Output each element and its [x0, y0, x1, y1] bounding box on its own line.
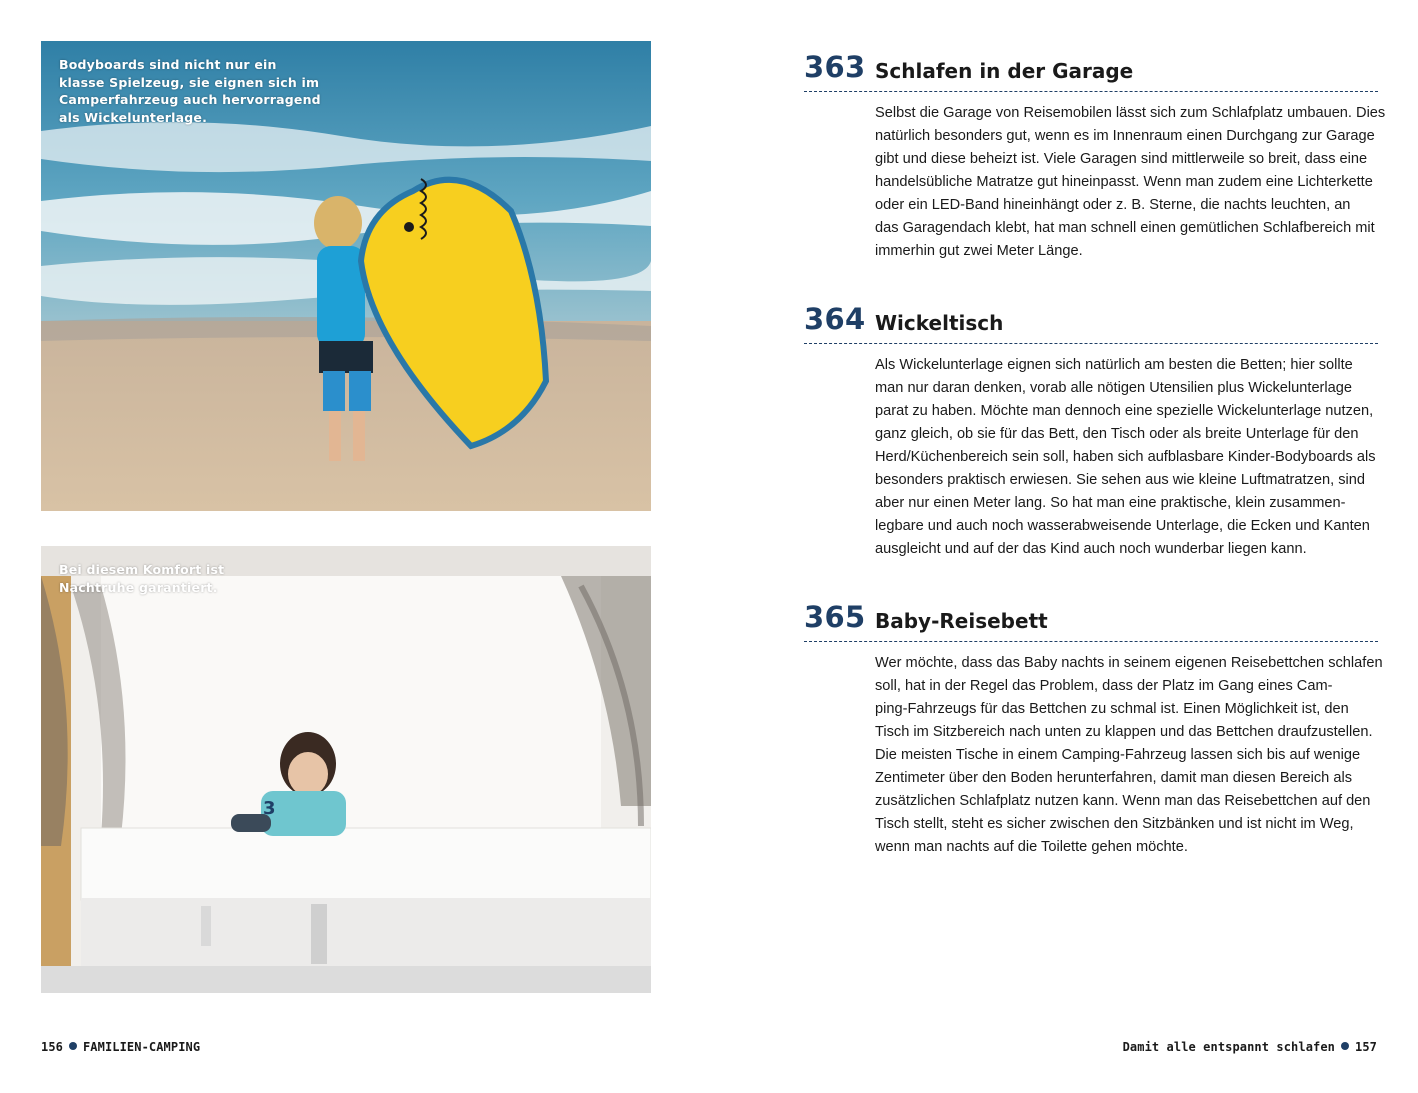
bunk-illustration — [41, 546, 651, 993]
caption-line: Camperfahrzeug auch hervorragend — [59, 92, 321, 107]
dashed-divider — [804, 343, 1378, 344]
text-line: Zentimeter über den Boden herunterfahren, damit man diesen Bereich als — [875, 770, 1353, 786]
right-page-footer — [1123, 1040, 1377, 1054]
bullet-dot-icon — [69, 1042, 77, 1050]
section-number: 364 — [804, 302, 866, 336]
beach-photo — [41, 41, 651, 511]
section-title: Baby-Reisebett — [875, 609, 1048, 633]
text-line: man nur daran denken, vorab alle nötigen Utensilien plus Wickelunterlage — [875, 380, 1353, 396]
page-number: 157 — [1355, 1040, 1377, 1054]
bullet-dot-icon — [1341, 1042, 1349, 1050]
text-line: Selbst die Garage von Reisemobilen lässt sich zum Schlafplatz umbauen. Dies — [875, 105, 1386, 121]
section-365 — [804, 600, 1383, 859]
chapter-label: Damit alle entspannt schlafen — [1122, 1040, 1336, 1054]
section-number: 363 — [804, 50, 866, 84]
text-line: ganz gleich, ob sie für das Bett, den Tisch oder als breite Unterlage für den — [875, 426, 1359, 442]
text-line: parat zu haben. Möchte man dennoch eine spezielle Wickelunterlage nutzen, — [875, 403, 1374, 419]
dashed-divider — [804, 641, 1378, 642]
section-number: 365 — [804, 600, 866, 634]
section-title: Schlafen in der Garage — [875, 59, 1134, 83]
text-line: natürlich besonders gut, wenn es im Innenraum einen Durchgang zur Garage — [875, 128, 1375, 144]
text-line: Tisch im Sitzbereich nach unten zu klappen und das Bettchen draufzustellen. — [875, 724, 1373, 740]
page-number: 156 — [41, 1040, 63, 1054]
text-line: besonders praktisch erwiesen. Sie sehen aus wie kleine Luftmatratzen, sind — [875, 472, 1365, 488]
section-title: Wickeltisch — [875, 311, 1004, 335]
text-line: Herd/Küchenbereich sein soll, haben sich aufblasbare Kinder-Bodyboards als — [875, 449, 1376, 465]
section-body — [875, 354, 1378, 561]
text-line: zusätzlichen Schlafplatz nutzen kann. Wenn man das Reisebettchen auf den — [875, 793, 1371, 809]
caption-line: Nachtruhe garantiert. — [59, 579, 218, 595]
section-heading — [804, 600, 1378, 652]
text-line: Tisch stellt, steht es sicher zwischen den Sitzbänken und ist nicht im Weg, — [875, 816, 1354, 832]
text-line: legbare und auch noch wasserabweisende Unterlage, die Ecken und Kanten — [875, 518, 1370, 534]
section-body — [875, 652, 1383, 859]
text-line: wenn man nachts auf die Toilette gehen möchte. — [875, 839, 1188, 855]
bunk-photo-caption — [59, 561, 224, 596]
caption-line: als Wickelunterlage. — [59, 109, 208, 125]
svg-text:3: 3 — [263, 798, 276, 819]
text-line: immerhin gut zwei Meter Länge. — [875, 243, 1083, 259]
beach-photo-caption — [59, 56, 321, 126]
left-page-footer — [41, 1040, 200, 1054]
section-363 — [804, 50, 1386, 263]
caption-line: Bei diesem Komfort ist — [59, 562, 225, 577]
text-line: Die meisten Tische in einem Camping-Fahrzeug lassen sich bis auf wenige — [875, 747, 1361, 763]
text-line: aber nur einen Meter lang. So hat man eine praktische, klein zusammen- — [875, 495, 1346, 511]
section-364 — [804, 302, 1378, 561]
section-body — [875, 102, 1386, 263]
dashed-divider — [804, 91, 1378, 92]
text-line: soll, hat in der Regel das Problem, dass der Platz im Gang eines Cam- — [875, 678, 1333, 694]
bunk-photo — [41, 546, 651, 993]
text-line: Wer möchte, dass das Baby nachts in seinem eigenen Reisebettchen schlafen — [875, 655, 1383, 671]
text-line: ping-Fahrzeugs für das Bettchen zu schmal ist. Einen Möglichkeit ist, den — [875, 701, 1349, 717]
section-heading — [804, 302, 1378, 354]
text-line: Als Wickelunterlage eignen sich natürlich am besten die Betten; hier sollte — [875, 357, 1353, 373]
text-line: das Garagendach klebt, hat man schnell einen gemütlichen Schlafbereich mit — [875, 220, 1375, 236]
section-heading — [804, 50, 1378, 102]
text-line: handelsübliche Matratze gut hineinpasst. Wenn man zudem eine Lichterkette — [875, 174, 1373, 190]
text-line: ausgleicht und auf der das Kind auch noch wunderbar liegen kann. — [875, 541, 1307, 557]
text-line: gibt und diese beheizt ist. Viele Garagen sind mittlerweile so breit, dass eine — [875, 151, 1368, 167]
text-line: oder ein LED-Band hineinhängt oder z. B. Sterne, die nachts leuchten, an — [875, 197, 1351, 213]
chapter-label: FAMILIEN-CAMPING — [82, 1040, 201, 1054]
caption-line: klasse Spielzeug, sie eignen sich im — [59, 74, 320, 90]
caption-line: Bodyboards sind nicht nur ein — [59, 57, 277, 72]
